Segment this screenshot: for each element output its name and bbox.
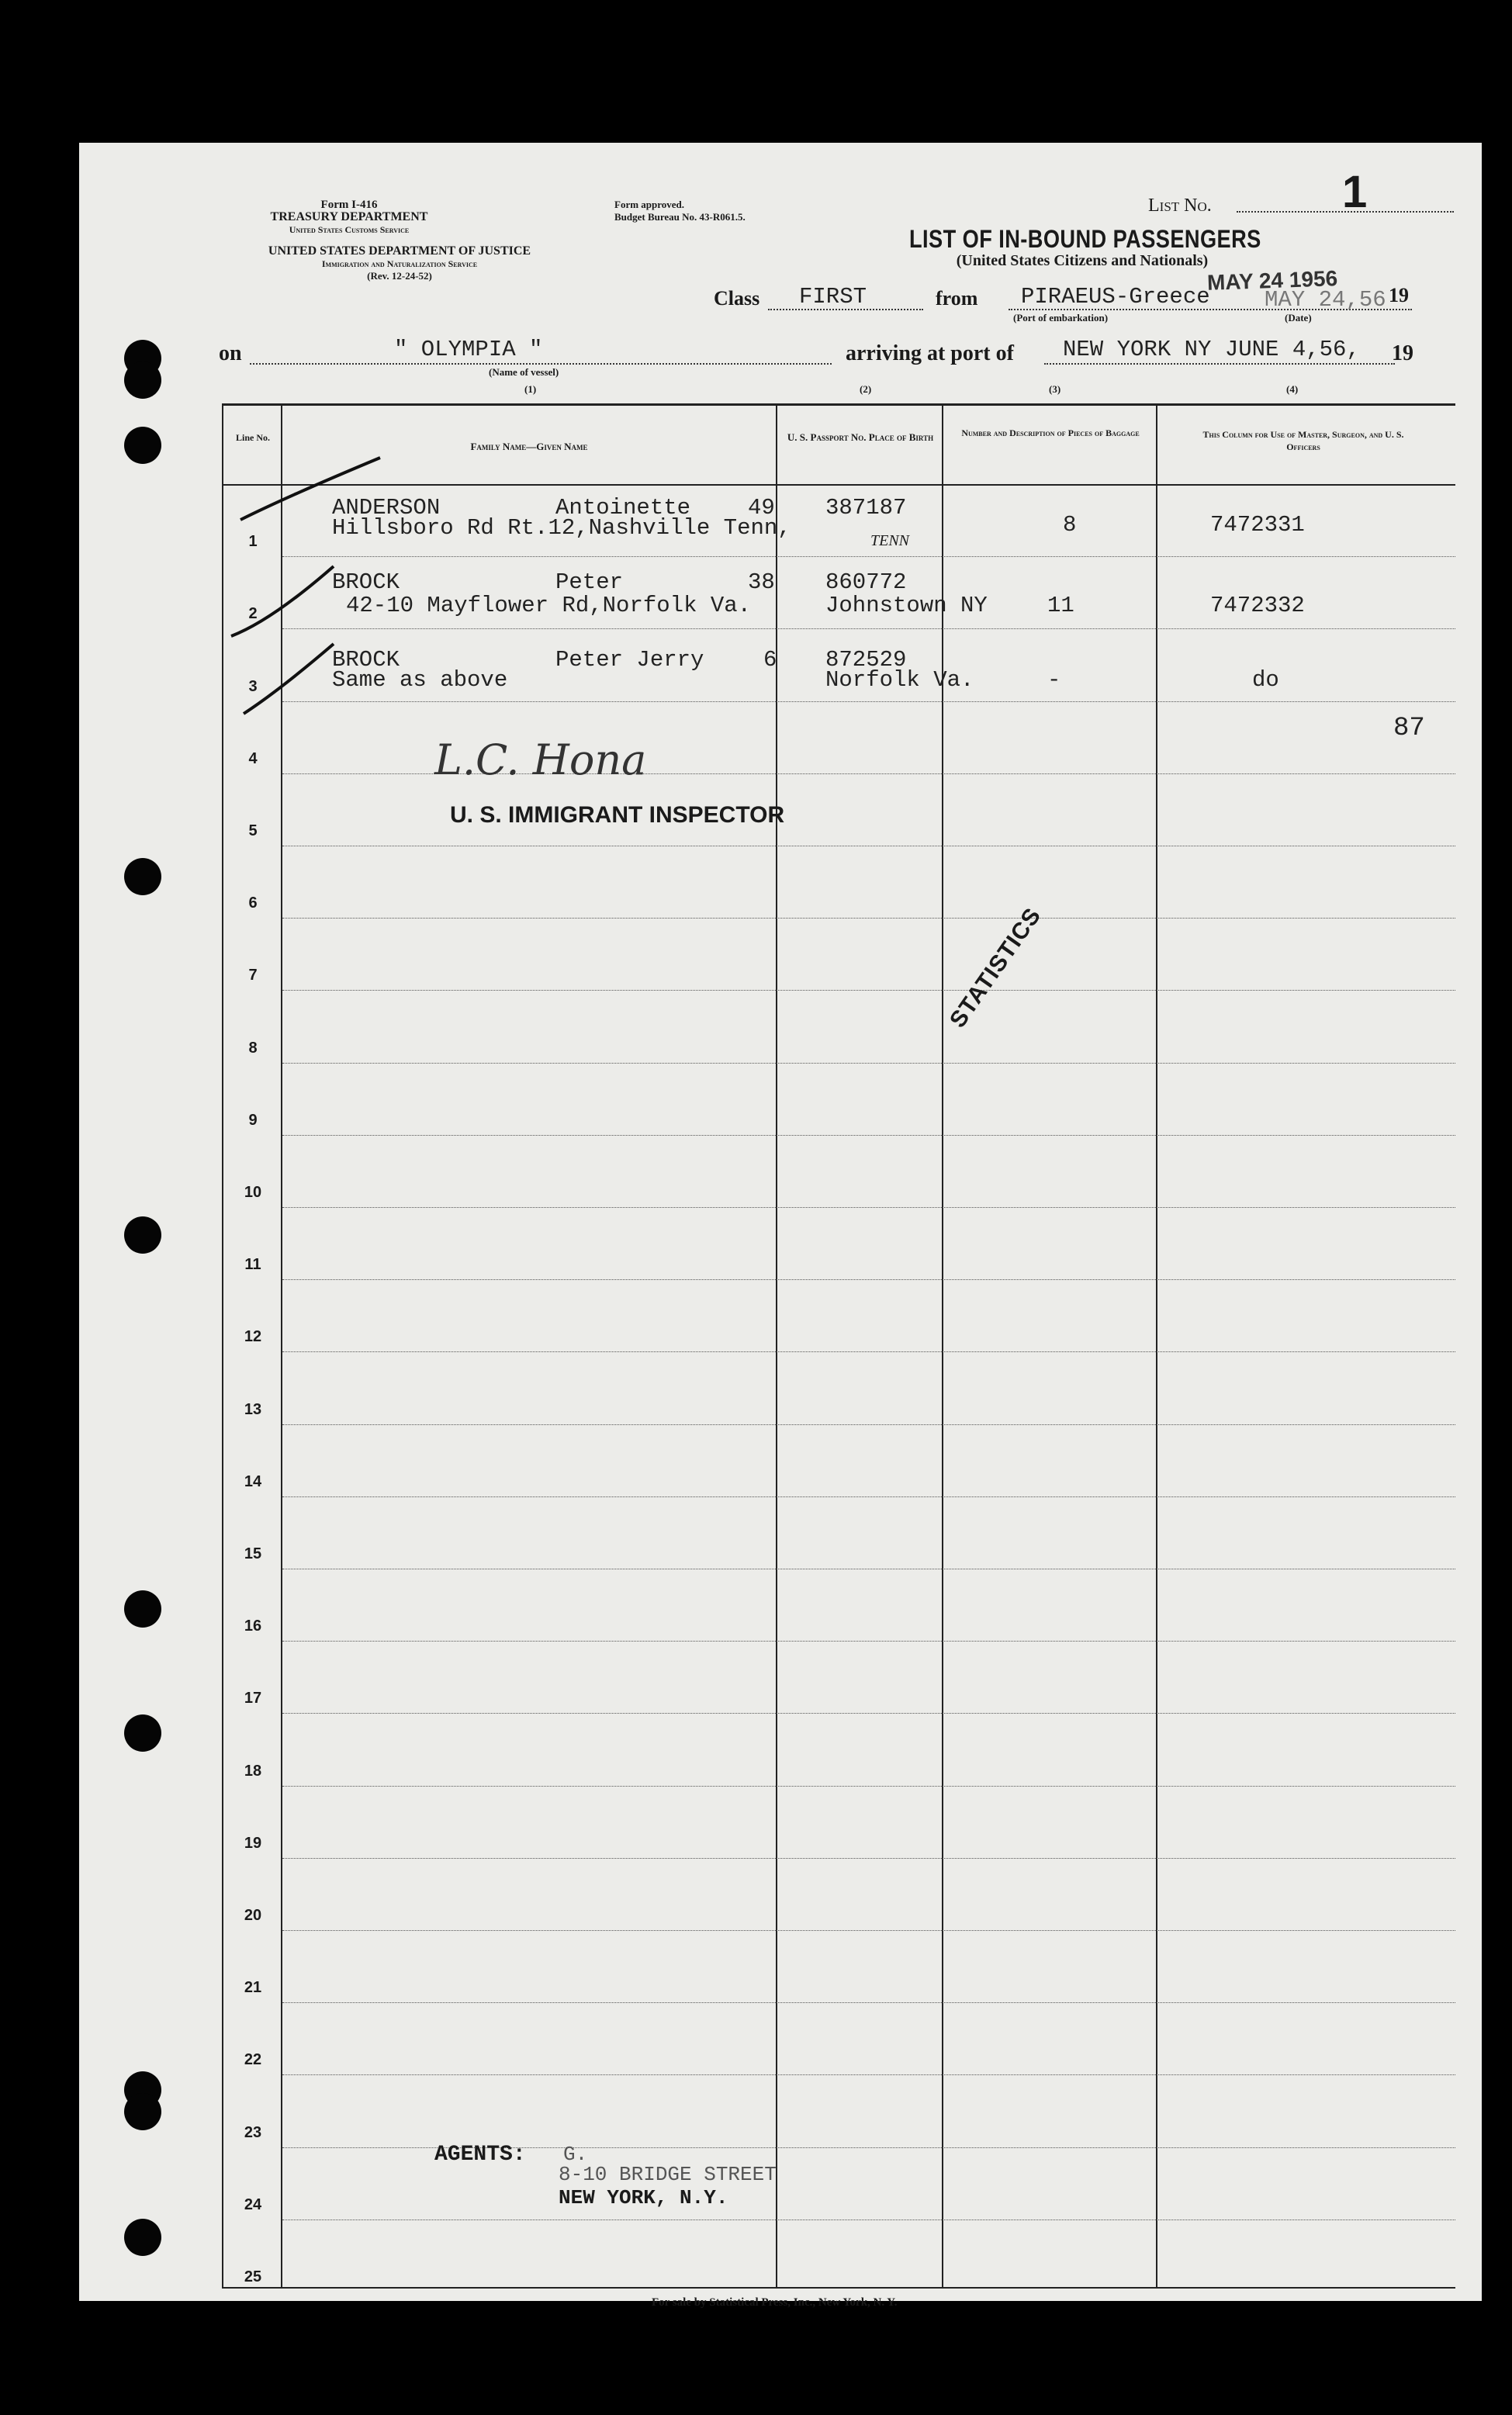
binder-hole [124, 1590, 161, 1628]
from-label: from [936, 287, 978, 310]
year-label-2: 19 [1392, 341, 1413, 365]
line-number: 10 [244, 1184, 262, 1201]
row-separator [282, 1786, 1455, 1787]
col-num-2: (2) [860, 383, 872, 395]
header-passport: U. S. Passport No. Place of Birth [787, 431, 934, 443]
line-number: 17 [244, 1690, 262, 1707]
binder-hole [124, 1714, 161, 1752]
inspector-signature: L.C. Hona [434, 735, 647, 784]
rev-date: (Rev. 12-24-52) [367, 270, 432, 282]
agents-label: AGENTS: [434, 2143, 526, 2167]
vessel-caption: (Name of vessel) [489, 366, 559, 378]
budget-bureau: Budget Bureau No. 43-R061.5. [614, 211, 746, 223]
row-separator [282, 990, 1455, 991]
ins-title: Immigration and Naturalization Service [321, 258, 478, 269]
entry-2-given: Peter [555, 569, 624, 595]
form-approved: Form approved. [614, 199, 685, 210]
line-number: 7 [248, 967, 258, 984]
vessel-name: " OLYMPIA " [394, 337, 543, 362]
port-caption: (Port of embarkation) [1013, 312, 1109, 323]
agents-line-1: G. [563, 2143, 588, 2166]
entry-2-family: BROCK [332, 569, 400, 595]
entry-1-officer: 7472331 [1210, 512, 1305, 538]
date-caption: (Date) [1285, 312, 1312, 323]
col-num-1: (1) [524, 383, 537, 395]
on-label: on [219, 341, 242, 365]
header-name: Family Name—Given Name [470, 441, 588, 452]
arriving-label: arriving at port of [846, 341, 1014, 365]
inspector-title: U. S. IMMIGRANT INSPECTOR [450, 802, 785, 828]
table-left-border [222, 403, 223, 2289]
line-number: 19 [244, 1834, 262, 1852]
row-separator [282, 628, 1455, 629]
row-separator [282, 1207, 1455, 1208]
check-marks [225, 450, 411, 729]
entry-1-baggage: 8 [1063, 512, 1077, 538]
entry-1-age: 49 [748, 495, 775, 521]
line-number: 2 [248, 605, 258, 623]
entry-2-age: 38 [748, 569, 775, 595]
col-divider-baggage [1156, 403, 1157, 2289]
port-value: PIRAEUS-Greece [1021, 284, 1210, 310]
row-separator [282, 701, 1455, 702]
treasury-dept: TREASURY DEPARTMENT [270, 210, 428, 223]
line-number: 4 [248, 749, 258, 767]
table-top-rule [222, 403, 1455, 406]
header-officers: This Column for Use of Master, Surgeon, and U. S. Officers [1202, 429, 1404, 452]
entry-3-address: Same as above [332, 667, 508, 693]
class-value: FIRST [799, 284, 867, 310]
line-number: 16 [244, 1617, 262, 1635]
line-number: 12 [244, 1328, 262, 1346]
agents-line-2: 8-10 BRIDGE STREET [559, 2163, 777, 2186]
row-separator [282, 1713, 1455, 1714]
line-number: 9 [248, 1111, 258, 1129]
year-label: 19 [1389, 284, 1409, 306]
line-number: 18 [244, 1762, 262, 1780]
entry-2-officer: 7472332 [1210, 593, 1305, 618]
entry-3-baggage: - [1047, 667, 1061, 693]
row-separator [282, 1858, 1455, 1859]
form-title: LIST OF IN-BOUND PASSENGERS [909, 225, 1261, 253]
entry-3-passport: 872529 [825, 647, 907, 673]
binder-hole [124, 2093, 161, 2130]
binder-hole [124, 1216, 161, 1254]
line-number: 23 [244, 2123, 262, 2141]
line-number: 8 [248, 1039, 258, 1057]
header-baggage: Number and Description of Pieces of Baggage [961, 427, 1140, 438]
row-separator [282, 1496, 1455, 1497]
row-separator [282, 1063, 1455, 1064]
row-separator [282, 1279, 1455, 1280]
table-bottom-rule [222, 2287, 1455, 2289]
entry-3-family: BROCK [332, 647, 400, 673]
statistics-stamp: STATISTICS [945, 903, 1047, 1033]
binder-hole [124, 858, 161, 895]
line-number: 5 [248, 822, 258, 839]
line-number: 24 [244, 2195, 262, 2213]
arrival-port-date: NEW YORK NY JUNE 4,56, [1063, 337, 1360, 362]
row-separator [282, 556, 1455, 557]
line-number: 11 [244, 1256, 261, 1274]
date-value: MAY 24,56 [1265, 287, 1386, 313]
col-divider-name [776, 403, 777, 2289]
date-stamp: MAY 24 1956 [1206, 266, 1338, 295]
row-separator [282, 1351, 1455, 1352]
row-separator [282, 1424, 1455, 1425]
form-number: Form I-416 [320, 199, 378, 211]
line-number: 3 [248, 677, 258, 695]
row-separator [282, 2074, 1455, 2075]
line-number: 15 [244, 1545, 262, 1562]
row-separator [282, 1641, 1455, 1642]
entry-2-address: 42-10 Mayflower Rd,Norfolk Va. [346, 593, 752, 618]
binder-hole [124, 2219, 161, 2256]
row-separator [282, 1135, 1455, 1136]
entry-1-passport: 387187 [825, 495, 907, 521]
line-number: 20 [244, 1907, 262, 1924]
header-line-no: Line No. [235, 432, 270, 443]
form-subtitle: (United States Citizens and Nationals) [956, 252, 1209, 269]
line-number: 25 [244, 2268, 262, 2285]
entry-1-given: Antoinette [555, 495, 691, 521]
entry-3-officer: do [1252, 667, 1279, 693]
printer-footer: For sale by Statistical Press, Inc., New York, N. Y. [652, 2296, 898, 2309]
line-number: 14 [244, 1472, 262, 1490]
line-number: 6 [248, 894, 258, 912]
doj-title: UNITED STATES DEPARTMENT OF JUSTICE [268, 244, 531, 258]
side-number: 87 [1393, 714, 1425, 743]
line-number: 22 [244, 2051, 262, 2069]
line-number: 1 [248, 533, 258, 551]
entry-1-birthplace: TENN [870, 532, 910, 549]
customs-service: United States Customs Service [289, 224, 410, 235]
line-number: 21 [244, 1979, 262, 1997]
class-label: Class [714, 287, 760, 310]
entry-3-given: Peter Jerry [555, 647, 704, 673]
col-num-3: (3) [1049, 383, 1061, 395]
binder-hole [124, 427, 161, 464]
binder-hole [124, 362, 161, 399]
entry-2-passport: 860772 [825, 569, 907, 595]
agents-line-3: NEW YORK, N.Y. [559, 2186, 728, 2209]
entry-1-family: ANDERSON [332, 495, 441, 521]
entry-2-birthplace: Johnstown NY [825, 593, 988, 618]
entry-3-age: 6 [763, 647, 777, 673]
entry-1-address: Hillsboro Rd Rt.12,Nashville Tenn, [332, 515, 791, 541]
col-num-4: (4) [1286, 383, 1299, 395]
row-separator [282, 918, 1455, 919]
line-number: 13 [244, 1400, 262, 1418]
list-number: 1 [1342, 167, 1368, 217]
entry-2-baggage: 11 [1047, 593, 1074, 618]
row-separator [282, 2002, 1455, 2003]
row-separator [282, 1930, 1455, 1931]
list-no-label: List No. [1148, 195, 1212, 216]
entry-3-birthplace: Norfolk Va. [825, 667, 974, 693]
